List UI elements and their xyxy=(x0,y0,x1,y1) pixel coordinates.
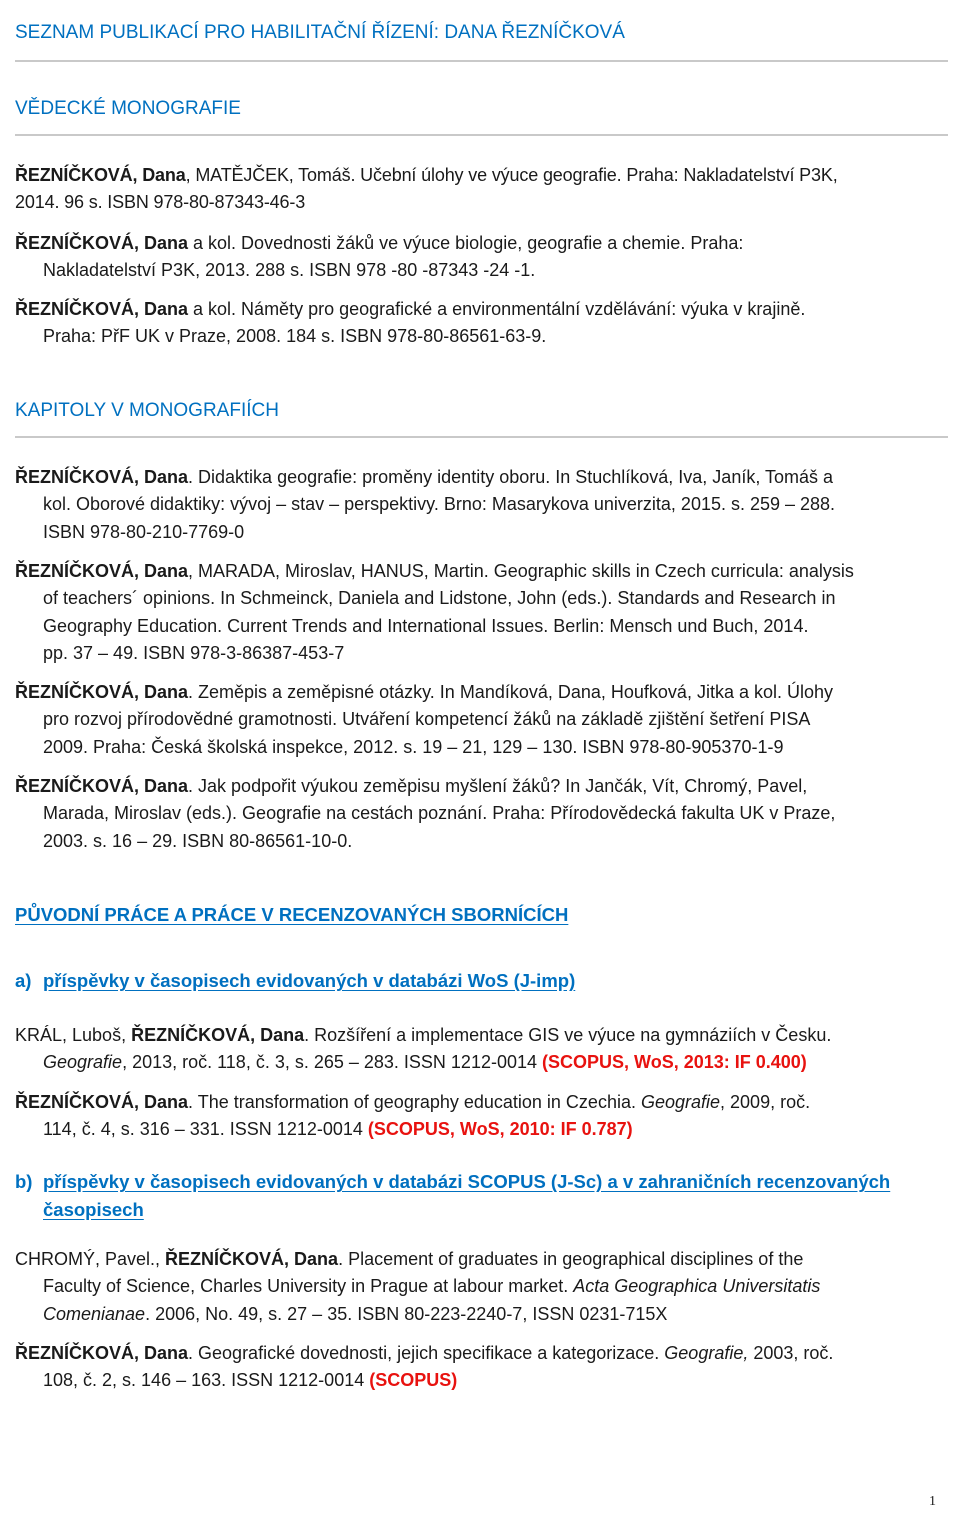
chapter-entry-4 xyxy=(15,773,945,855)
entry-text-line2: of teachers´ opinions. In Schmeinck, Daniela and Lidstone, John (eds.). Standards and Research in xyxy=(43,588,836,609)
subsection-b-heading xyxy=(15,1168,890,1224)
entry-text: . The transformation of geography education in Czechia. xyxy=(188,1092,641,1112)
entry-text-line2: pro rozvoj přírodovědné gramotnosti. Utváření kompetencí žáků na základě zjištění šetření PISA xyxy=(43,709,811,730)
entry-text-b: , 2009, roč. xyxy=(720,1092,811,1112)
entry-text-line2: 2014. 96 s. ISBN 978-80-87343-46-3 xyxy=(15,192,306,213)
entry-author: ŘEZNÍČKOVÁ, Dana xyxy=(15,1343,189,1363)
entry-author: ŘEZNÍČKOVÁ, Dana xyxy=(15,682,189,702)
entry-text-line3: Geography Education. Current Trends and International Issues. Berlin: Mensch und Buch, 2014. xyxy=(43,615,809,636)
scopus-entry-2 xyxy=(15,1340,945,1395)
entry-journal: Acta Geographica Universitatis xyxy=(573,1276,821,1297)
index-tag: (SCOPUS, WoS, 2013: IF 0.400) xyxy=(542,1052,807,1073)
wos-entry-2 xyxy=(15,1089,945,1144)
entry-text: . Rozšíření a implementace GIS ve výuce na gymnáziích v Česku. xyxy=(304,1025,832,1045)
entry-text-line2: kol. Oborové didaktiky: vývoj – stav – perspektivy. Brno: Masarykova univerzita, 2015. s. 259 – 288. xyxy=(43,494,836,515)
monograph-entry-1 xyxy=(15,162,945,217)
chapter-entry-2 xyxy=(15,558,945,668)
entry-author: ŘEZNÍČKOVÁ, Dana xyxy=(15,561,189,581)
entry-author: ŘEZNÍČKOVÁ, Dana xyxy=(15,467,189,487)
entry-text: . Jak podpořit výukou zeměpisu myšlení žáků? In Jančák, Vít, Chromý, Pavel, xyxy=(188,776,808,796)
entry-text-rest: , MATĚJČEK, Tomáš. Učební úlohy ve výuce geografie. Praha: Nakladatelství P3K, xyxy=(185,165,838,185)
page-title: SEZNAM PUBLIKACÍ PRO HABILITAČNÍ ŘÍZENÍ: DANA ŘEZNÍČKOVÁ xyxy=(15,22,625,43)
entry-author: ŘEZNÍČKOVÁ, Dana xyxy=(15,776,189,796)
entry-author: ŘEZNÍČKOVÁ, Dana xyxy=(131,1025,305,1045)
entry-coauthor: CHROMÝ, Pavel., xyxy=(15,1249,166,1269)
entry-author: ŘEZNÍČKOVÁ, Dana xyxy=(165,1249,339,1269)
entry-text-line3: ISBN 978-80-210-7769-0 xyxy=(43,521,245,542)
subsection-label: a) xyxy=(15,970,32,991)
entry-text-line2: 114, č. 4, s. 316 – 331. ISSN 1212-0014 xyxy=(43,1119,368,1140)
entry-author: ŘEZNÍČKOVÁ, Dana xyxy=(15,165,186,185)
entry-text-line3: 2009. Praha: Česká školská inspekce, 2012. s. 19 – 21, 129 – 130. ISBN 978-80-905370-1-9 xyxy=(43,736,784,757)
entry-text-line2: Nakladatelství P3K, 2013. 288 s. ISBN 978 -80 -87343 -24 -1. xyxy=(43,260,536,281)
section-heading-chapters: KAPITOLY V MONOGRAFIÍCH xyxy=(15,400,279,421)
wos-entry-1 xyxy=(15,1022,945,1077)
entry-journal: Geografie xyxy=(43,1052,123,1073)
entry-text-line2: Faculty of Science, Charles University in Prague at labour market. xyxy=(43,1276,574,1297)
entry-text: . Zeměpis a zeměpisné otázky. In Mandíková, Dana, Houfková, Jitka a kol. Úlohy xyxy=(188,682,833,702)
chapters-rule xyxy=(15,436,948,438)
entry-coauthor: KRÁL, Luboš, xyxy=(15,1025,132,1045)
entry-text: a kol. Dovednosti žáků ve výuce biologie, geografie a chemie. Praha: xyxy=(188,233,744,253)
entry-text: . Geografické dovednosti, jejich specifikace a kategorizace. xyxy=(188,1343,665,1363)
subsection-label: b) xyxy=(15,1171,33,1192)
index-tag: (SCOPUS, WoS, 2010: IF 0.787) xyxy=(367,1119,633,1140)
title-rule xyxy=(15,60,948,62)
section-heading-original: PŮVODNÍ PRÁCE A PRÁCE V RECENZOVANÝCH SBORNÍCÍCH xyxy=(15,904,569,925)
chapter-entry-1 xyxy=(15,464,945,546)
entry-author: ŘEZNÍČKOVÁ, Dana xyxy=(15,1092,189,1112)
entry-text-line3: 2003. s. 16 – 29. ISBN 80-86561-10-0. xyxy=(43,830,353,851)
subsection-title: příspěvky v časopisech evidovaných v databázi WoS (J-imp) xyxy=(43,970,576,991)
entry-text-line2: , 2013, roč. 118, č. 3, s. 265 – 283. ISSN 1212-0014 xyxy=(122,1052,543,1073)
entry-journal: Geografie, xyxy=(664,1343,749,1363)
entry-journal-cont: Comenianae xyxy=(43,1303,146,1324)
index-tag: (SCOPUS) xyxy=(369,1370,458,1391)
entry-text: , MARADA, Miroslav, HANUS, Martin. Geographic skills in Czech curricula: analysis xyxy=(188,561,854,581)
entry-text-line3: . 2006, No. 49, s. 27 – 35. ISBN 80-223-2240-7, ISSN 0231-715X xyxy=(145,1303,668,1324)
monograph-entry-2 xyxy=(15,230,945,285)
entry-journal: Geografie xyxy=(640,1092,721,1112)
entry-text-b: 2003, roč. xyxy=(748,1343,834,1363)
monograph-entry-3 xyxy=(15,296,945,351)
entry-text-line2: Praha: PřF UK v Praze, 2008. 184 s. ISBN 978-80-86561-63-9. xyxy=(43,326,547,347)
entry-author: ŘEZNÍČKOVÁ, Dana xyxy=(15,299,189,319)
scopus-entry-1 xyxy=(15,1246,945,1328)
entry-author: ŘEZNÍČKOVÁ, Dana xyxy=(15,233,189,253)
subsection-title-line1: příspěvky v časopisech evidovaných v databázi SCOPUS (J-Sc) a v zahraničních recenzovaných xyxy=(43,1171,891,1192)
monographs-rule xyxy=(15,134,948,136)
section-heading-monographs: VĚDECKÉ MONOGRAFIE xyxy=(15,98,241,119)
entry-text: . Placement of graduates in geographical disciplines of the xyxy=(338,1249,804,1269)
page-number: 1 xyxy=(929,1494,936,1509)
entry-text-line2: 108, č. 2, s. 146 – 163. ISSN 1212-0014 xyxy=(43,1370,370,1391)
subsection-a-heading xyxy=(15,970,575,992)
entry-text: a kol. Náměty pro geografické a environmentální vzdělávání: výuka v krajině. xyxy=(188,299,806,319)
entry-text: . Didaktika geografie: proměny identity oboru. In Stuchlíková, Iva, Janík, Tomáš a xyxy=(188,467,834,487)
subsection-title-line2: časopisech xyxy=(43,1199,144,1220)
entry-text-line2: Marada, Miroslav (eds.). Geografie na cestách poznání. Praha: Přírodovědecká fakulta UK v Praze, xyxy=(43,803,836,824)
entry-text-line4: pp. 37 – 49. ISBN 978-3-86387-453-7 xyxy=(43,643,345,664)
chapter-entry-3 xyxy=(15,679,945,761)
